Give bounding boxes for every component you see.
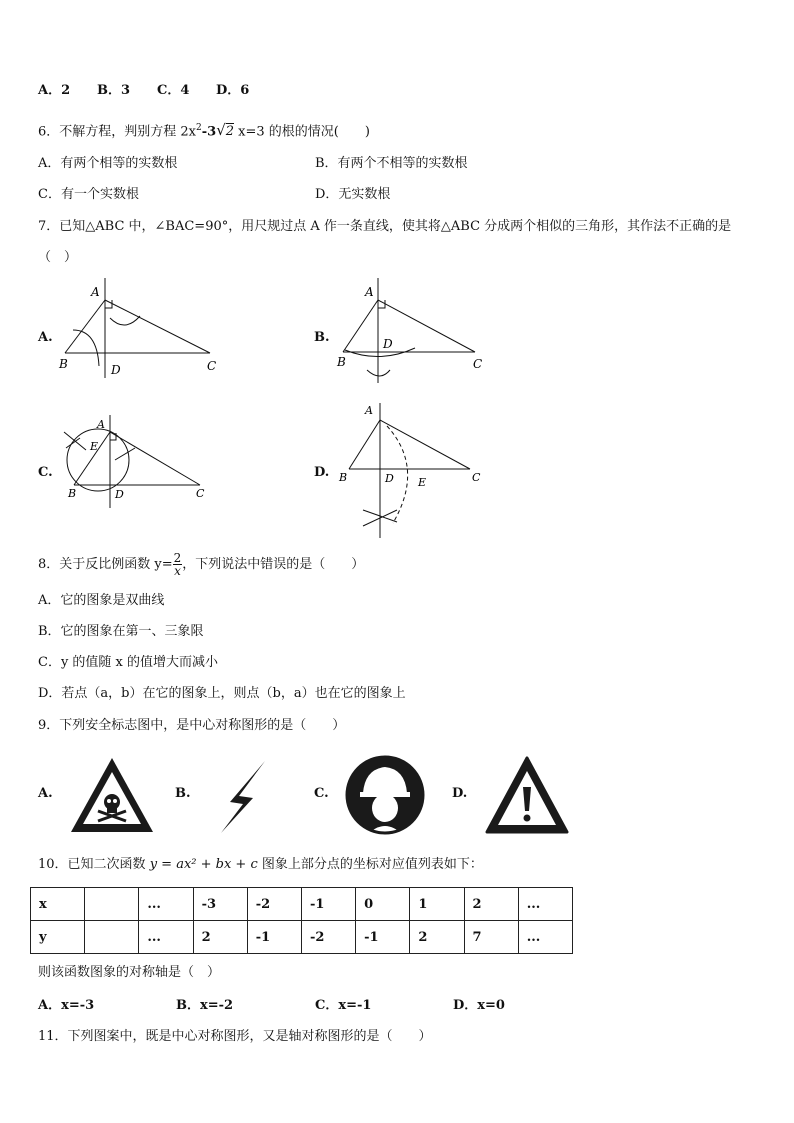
q6-mid: -3 <box>201 124 217 140</box>
table-cell: 2 <box>410 921 464 954</box>
table-cell: -2 <box>301 921 355 954</box>
table-cell <box>85 921 139 954</box>
q7-figure-c <box>60 410 210 510</box>
q7-figure-b <box>335 278 495 393</box>
q8-numerator: 2 <box>173 551 182 565</box>
q9-option-d-label: D. <box>452 786 468 801</box>
q10-option-d: D．x=0 <box>453 998 505 1013</box>
table-cell <box>85 888 139 921</box>
q7a-label-a: A <box>91 285 100 299</box>
table-cell: 2 <box>464 888 518 921</box>
value-table <box>30 887 573 954</box>
q7d-label-e: E <box>418 476 427 489</box>
table-cell: ... <box>518 888 572 921</box>
q8-option-a: A．它的图象是双曲线 <box>38 593 165 608</box>
q7c-label-e: E <box>90 440 99 453</box>
q8-option-d: D．若点（a，b）在它的图象上，则点（b，a）也在它的图象上 <box>38 686 406 701</box>
table-cell: 7 <box>464 921 518 954</box>
lightning-icon <box>215 758 270 836</box>
poison-warning-icon <box>68 755 156 835</box>
q11-stem: 11．下列图案中，既是中心对称图形，又是轴对称图形的是（ ） <box>38 1029 432 1044</box>
q5-option-b: B．3 <box>97 83 131 98</box>
table-cell: ... <box>518 921 572 954</box>
q7-stem: 7．已知△ABC 中，∠BAC=90°，用尺规过点 A 作一条直线，使其将△ABC 分成两个相似的三角形，其作法不正确的是 <box>38 219 732 234</box>
sqrt-icon: √ <box>216 121 226 140</box>
q9-option-c-label: C. <box>314 786 329 801</box>
q7b-label-d: D <box>383 337 393 351</box>
q7-figure-a <box>55 278 230 378</box>
q7d-label-a: A <box>365 404 373 417</box>
q8-denominator: x <box>174 564 181 578</box>
q6-option-c: C．有一个实数根 <box>38 187 139 202</box>
q7b-label-c: C <box>473 357 483 371</box>
q7a-label-c: C <box>207 359 217 373</box>
q8-option-b: B．它的图象在第一、三象限 <box>38 624 204 639</box>
q8-option-c: C．y 的值随 x 的值增大而减小 <box>38 655 219 670</box>
q10-formula: y = ax² + bx + c <box>149 857 258 872</box>
q7-figure-d <box>335 398 490 543</box>
table-row-y <box>31 921 573 954</box>
table-cell: 1 <box>410 888 464 921</box>
q7a-label-b: B <box>59 357 68 371</box>
q10-option-a: A．x=-3 <box>38 998 95 1013</box>
q5-option-a: A．2 <box>38 83 71 98</box>
q7-option-d-label: D. <box>314 465 330 480</box>
q7-option-a-label: A. <box>38 330 53 345</box>
q6-suffix: x=3 的根的情况( ) <box>234 124 370 140</box>
q6-option-a: A．有两个相等的实数根 <box>38 156 178 171</box>
q6-prefix: 6．不解方程，判别方程 2x <box>38 124 197 140</box>
table-cell: -2 <box>247 888 301 921</box>
q7c-label-a: A <box>97 418 105 431</box>
q10-stem <box>38 857 483 873</box>
table-cell: -1 <box>356 921 410 954</box>
q8-fraction <box>173 552 183 577</box>
q7d-label-d: D <box>385 472 394 485</box>
q7c-label-d: D <box>115 488 124 501</box>
q6-stem <box>38 120 370 140</box>
q6-option-b: B．有两个不相等的实数根 <box>315 156 468 171</box>
q6-exponent: 2 <box>196 123 202 133</box>
q6-option-d: D．无实数根 <box>315 187 391 202</box>
q8-stem <box>38 552 364 577</box>
table-cell: x <box>31 888 85 921</box>
helmet-icon <box>345 755 425 835</box>
q10-question: 则该函数图象的对称轴是（ ） <box>38 965 221 980</box>
q9-stem: 9．下列安全标志图中，是中心对称图形的是（ ） <box>38 718 346 733</box>
q9-option-a-label: A. <box>38 786 53 801</box>
table-cell: 2 <box>193 921 247 954</box>
q6-radicand: 2 <box>225 124 235 140</box>
q7a-label-d: D <box>111 363 121 377</box>
q7-option-c-label: C. <box>38 465 53 480</box>
q10-suffix: 图象上部分点的坐标对应值列表如下： <box>257 857 483 872</box>
q7-option-b-label: B. <box>314 330 330 345</box>
q10-prefix: 10．已知二次函数 <box>38 857 150 872</box>
table-cell: 0 <box>356 888 410 921</box>
table-cell: -1 <box>301 888 355 921</box>
table-cell: -3 <box>193 888 247 921</box>
q7c-label-c: C <box>196 487 205 500</box>
q8-prefix: 8．关于反比例函数 y= <box>38 557 173 572</box>
q5-option-c: C．4 <box>157 83 190 98</box>
q7b-label-b: B <box>337 355 346 369</box>
table-cell: ... <box>139 888 193 921</box>
q8-suffix: ，下列说法中错误的是（ ） <box>182 557 365 572</box>
q7d-label-b: B <box>339 471 348 484</box>
q7d-label-c: C <box>472 471 481 484</box>
table-cell: -1 <box>247 921 301 954</box>
exclamation-warning-icon <box>484 755 570 835</box>
q5-option-d: D．6 <box>216 83 250 98</box>
q10-option-b: B．x=-2 <box>176 998 234 1013</box>
q7c-label-b: B <box>68 487 77 500</box>
table-cell: y <box>31 921 85 954</box>
q10-option-c: C．x=-1 <box>315 998 372 1013</box>
q9-option-b-label: B. <box>175 786 191 801</box>
q7-stem-paren: （ ） <box>38 250 78 265</box>
table-cell: ... <box>139 921 193 954</box>
q7b-label-a: A <box>365 285 374 299</box>
table-row-x <box>31 888 573 921</box>
